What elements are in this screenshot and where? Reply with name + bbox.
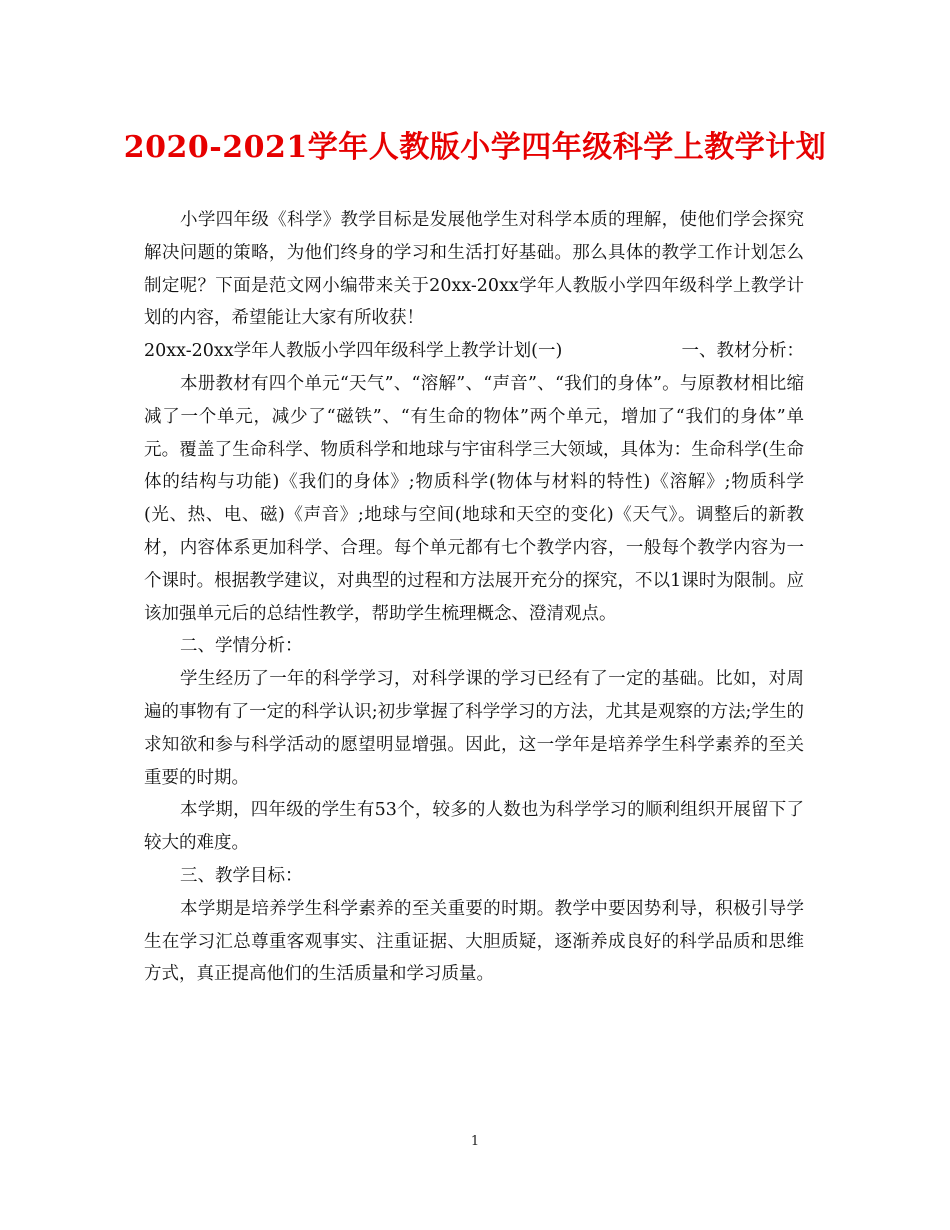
plan-heading-line — [144, 335, 804, 368]
section1-heading: 一、教材分析： — [681, 341, 804, 362]
document-body — [144, 204, 804, 991]
section1-paragraph: 本册教材有四个单元“天气”、“溶解”、“声音”、“我们的身体”。与原教材相比缩减了一个单元，减少了“磁铁”、“有生命的物体”两个单元，增加了“我们的身体”单元。覆盖了生命科学、物质科学和地球与宇宙科学三大领域，具体为：生命科学(生命体的结构与功能)《我们的身体》;物质科学(物体与材料的特性)《溶解》;物质科学(光、热、电、磁)《声音》;地球与空间(地球和天空的变化)《天气》。调整后的新教材，内容体系更加科学、合理。每个单元都有七个教学内容，一般每个教学内容为一个课时。根据教学建议，对典型的过程和方法展开充分的探究，不以1课时为限制。应该加强单元后的总结性教学，帮助学生梳理概念、澄清观点。 — [144, 373, 804, 624]
intro-paragraph: 小学四年级《科学》教学目标是发展他学生对科学本质的理解，使他们学会探究解决问题的策略，为他们终身的学习和生活打好基础。那么具体的教学工作计划怎么制定呢？下面是范文网小编带来关于20xx-20xx学年人教版小学四年级科学上教学计划的内容，希望能让大家有所收获！ — [144, 210, 804, 329]
section3-heading: 三、教学目标： — [180, 865, 303, 886]
section2-heading: 二、学情分析： — [180, 636, 303, 657]
section2-paragraph-1: 学生经历了一年的科学学习，对科学课的学习已经有了一定的基础。比如，对周遍的事物有了一定的科学认识;初步掌握了科学学习的方法，尤其是观察的方法;学生的求知欲和参与科学活动的愿望明显增强。因此，这一学年是培养学生科学素养的至关重要的时期。 — [144, 669, 804, 788]
document-title: 2020-2021学年人教版小学四年级科学上教学计划 — [123, 130, 827, 165]
page-number: 1 — [470, 1134, 480, 1149]
plan-heading: 20xx-20xx学年人教版小学四年级科学上教学计划(一) — [144, 341, 563, 362]
section3-paragraph: 本学期是培养学生科学素养的至关重要的时期。教学中要因势利导，积极引导学生在学习汇总尊重客观事实、注重证据、大胆质疑，逐渐养成良好的科学品质和思维方式，真正提高他们的生活质量和学习质量。 — [144, 898, 804, 985]
section2-paragraph-2: 本学期，四年级的学生有53个，较多的人数也为科学学习的顺利组织开展留下了较大的难度。 — [144, 800, 804, 854]
